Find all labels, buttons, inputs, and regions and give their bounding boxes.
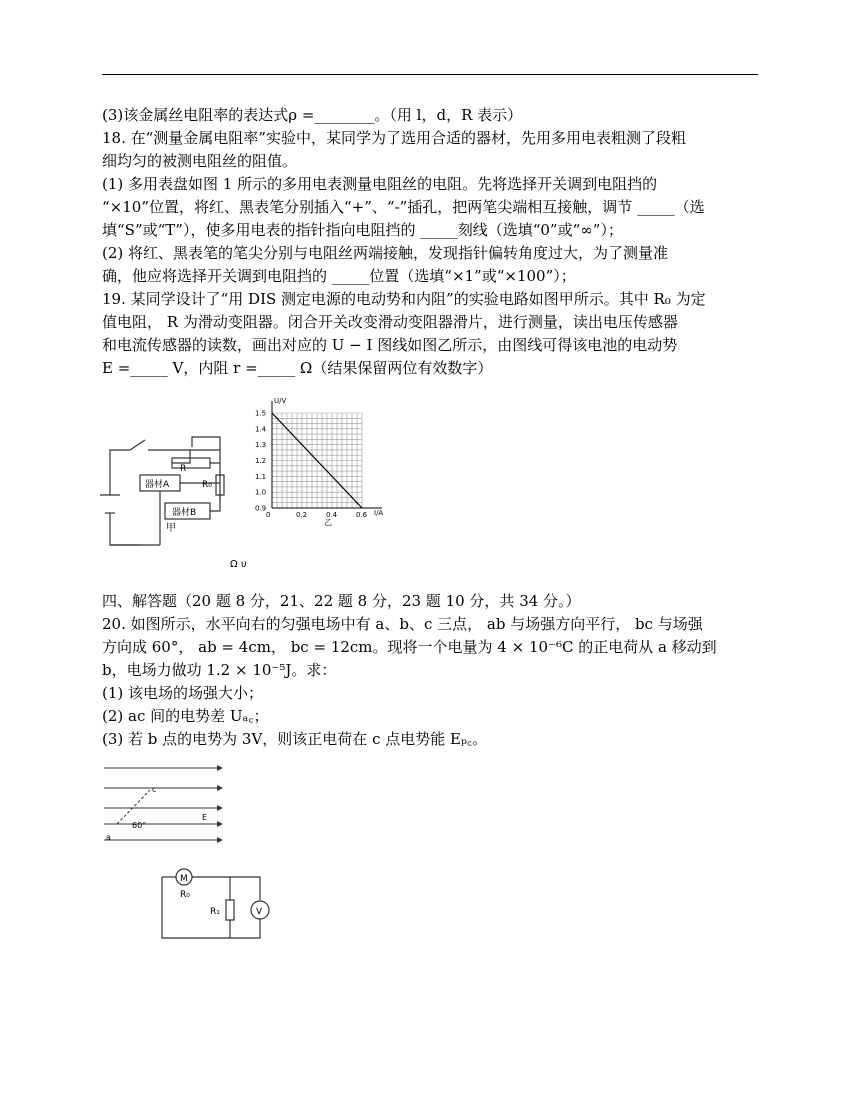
label-r1: R₁	[210, 907, 220, 917]
text-line: 19. 某同学设计了“用 DIS 测定电源的电动势和内阻”的实验电路如图甲所示。其中 R₀ 为定	[102, 290, 706, 308]
text-line: 方向成 60°， ab = 4cm， bc = 12cm。现将一个电量为 4 × 10⁻⁶C 的正电荷从 a 移动到	[102, 638, 717, 656]
y-tick-label: 0.9	[255, 504, 267, 513]
y-tick-label: 1.1	[255, 472, 267, 481]
text-line: b，电场力做功 1.2 × 10⁻⁵J。求：	[102, 661, 337, 679]
x-tick-label: 0.6	[356, 511, 368, 519]
circuit-diagram	[100, 395, 247, 585]
text-line: 20. 如图所示，水平向右的匀强电场中有 a、b、c 三点， ab 与场强方向平行， bc 与场强	[102, 615, 703, 633]
label-r0: R₀	[180, 890, 190, 900]
text-line: 值电阻， R 为滑动变阻器。闭合开关改变滑动变阻器滑片，进行测量，读出电压传感器	[102, 313, 678, 331]
text-line: (2) ac 间的电势差 Uₐ꜀；	[102, 707, 269, 725]
x-tick-label: 0	[266, 511, 271, 519]
y-tick-label: 1.3	[255, 441, 267, 450]
text-line: “×10”位置，将红、黑表笔分别插入“+”、“-”插孔，把两笔尖端相互接触，调节 _____（选	[102, 198, 705, 216]
text-line: (2) 将红、黑表笔的笔尖分别与电阻丝两端接触，发现指针偏转角度过大，为了测量准	[102, 244, 669, 262]
y-tick-label: 1.0	[255, 488, 267, 497]
y-tick-label: 1.2	[255, 457, 267, 465]
text-line: 四、解答题（20 题 8 分，21、22 题 8 分，23 题 10 分，共 34 分。）	[102, 592, 581, 610]
text-line: (3) 若 b 点的电势为 3V，则该正电荷在 c 点电势能 Eₚ꜀。	[102, 730, 488, 748]
label-r: R	[180, 464, 187, 474]
text-line: (1) 该电场的场强大小；	[102, 684, 264, 702]
label-device-a: 器材A	[145, 480, 170, 490]
label-device-b: 器材B	[172, 508, 197, 518]
text-line: (3)该金属丝电阻率的表达式ρ =________。（用 l，d，R 表示）	[102, 106, 523, 124]
y-tick-label: 1.5	[255, 409, 267, 418]
text-line: 18. 在“测量金属电阻率”实验中，某同学为了选用合适的器材，先用多用电表粗测了段粗	[102, 129, 686, 147]
text-line: 细均匀的被测电阻丝的阻值。	[102, 152, 298, 170]
label-r0: R₀	[202, 480, 212, 490]
field-diagram	[102, 760, 222, 855]
y-tick-label: 1.4	[255, 425, 267, 434]
label-angle: 60°	[132, 821, 147, 830]
label-m: M	[180, 874, 188, 884]
ui-graph	[252, 393, 392, 528]
x-axis-label: I/A	[374, 509, 384, 517]
y-axis-label: U/V	[274, 397, 287, 405]
text-line: E =_____ V，内阻 r =_____ Ω（结果保留两位有效数字）	[102, 359, 493, 377]
motor-circuit	[148, 862, 273, 947]
x-tick-label: 0.2	[296, 511, 308, 519]
text-line: 和电流传感器的读数，画出对应的 U − I 图线如图乙所示，由图线可得该电池的电动势	[102, 336, 678, 354]
text-line: 填“S”或“T”），使多用电表的指针指向电阻挡的 _____刻线（选填“0”或“∞”）；	[102, 221, 623, 239]
text-line: (1) 多用表盘如图 1 所示的多用电表测量电阻丝的电阻。先将选择开关调到电阻挡的	[102, 175, 658, 193]
label-extra: Ω υ	[230, 559, 247, 570]
x-tick-label: 0.4	[326, 511, 338, 519]
label-a: a	[106, 833, 111, 842]
caption-jia: 甲	[166, 523, 176, 534]
text-line: 确，他应将选择开关调到电阻挡的 _____位置（选填“×1”或“×100”）；	[102, 267, 576, 285]
label-c: c	[152, 785, 157, 794]
caption-yi: 乙	[324, 518, 332, 527]
label-v: V	[256, 907, 263, 917]
label-e: E	[202, 813, 208, 822]
header-rule	[102, 74, 758, 75]
